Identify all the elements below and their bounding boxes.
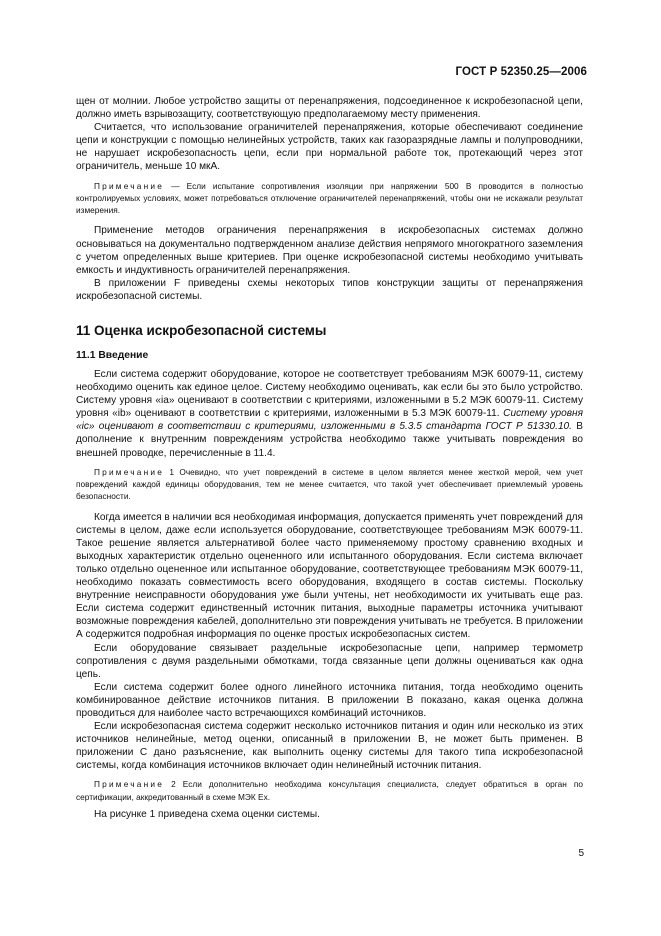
paragraph-figure-ref: На рисунке 1 приведена схема оценки системы. — [94, 809, 320, 821]
note-label: Примечание — [94, 466, 165, 477]
note-insulation-test — [76, 180, 583, 217]
document-header: ГОСТ Р 52350.25—2006 — [455, 66, 587, 78]
paragraph-nonlinear-sources: Если искробезопасная система содержит несколько источников питания и один или несколько из этих источников нелинейные, метод оценки, описанный в приложении В, не может быть применен. В приложении С дано разъяснение, как выполнить оценку системы для такого типа искробезопасной системы, когда комбинация источников включает один нелинейный источник питания. — [76, 721, 583, 772]
page-body — [76, 95, 583, 821]
paragraph-italic-part: Систему уровня «ic» оценивают в соответствии с критериями, изложенными в 5.3.5 стандарта ГОСТ Р 51330.10. — [76, 408, 583, 433]
paragraph-surge-methods: Применение методов ограничения перенапряжения в искробезопасных системах должно основываться на документально подтвержденном анализе действия непрямого многократного заземления с учетом определенных выше критериев. При оценке искробезопасной системы необходимо учитывать емкость и индуктивность ограничителей перенапряжения. — [76, 225, 583, 276]
paragraph-continuation: щен от молнии. Любое устройство защиты от перенапряжения, подсоединенное к искробезопасной цепи, должно иметь взрывозащиту, соответствующую предполагаемому месту применения. — [76, 96, 583, 121]
note-1 — [76, 466, 583, 503]
paragraph-part: В дополнение к внутренним повреждениям устройства необходимо также учитывать повреждения во внешней проводке, перечисленные в 11.4. — [76, 421, 583, 459]
section-heading: 11 Оценка искробезопасной системы — [76, 323, 327, 339]
paragraph-surge-limiters: Считается, что использование ограничителей перенапряжения, которые обеспечивают соединение цепи и конструкции с помощью нелинейных устройств, таких как газоразрядные лампы и полупроводники, не нарушает искробезопасность цепи, если при нормальной работе ток, протекающий через этот ограничитель, меньше 10 мкА. — [76, 122, 583, 173]
subsection-heading: 11.1 Введение — [76, 350, 149, 362]
paragraph-multiple-sources: Если система содержит более одного линейного источника питания, тогда необходимо оценить комбинированное действие источников питания. В приложении В показано, какая оценка должна проводиться для наиболее часто встречающихся комбинаций источников. — [76, 681, 583, 719]
paragraph-separate-circuits: Если оборудование связывает раздельные искробезопасные цепи, например термометр сопротивления с двумя раздельными обмотками, тогда связанные цепи должны оцениваться как одна цепь. — [76, 642, 583, 680]
note-text: 2 Если дополнительно необходима консультация специалиста, следует обратиться в орган по сертификации, аккредитованный в схеме МЭК Ex. — [76, 779, 583, 802]
note-label: Примечание — [94, 180, 165, 191]
note-2 — [76, 778, 583, 803]
page-number: 5 — [578, 848, 584, 859]
paragraph-annex-f: В приложении F приведены схемы некоторых типов конструкции защиты от перенапряжения искробезопасной системы. — [76, 277, 583, 302]
note-label: Примечание — [94, 779, 165, 790]
paragraph-fault-counting: Когда имеется в наличии вся необходимая информация, допускается применять учет повреждений для системы в целом, даже если используется оборудование, соответствующее требованиям МЭК 60079-11. Такое решение является альтернативой более часто применяемому простому сравнению входных и выходных характеристик отдельно оцененного или испытанного оборудования. Если система включает только отдельно оцененное или испытанное оборудование, соответствующее требованиям МЭК 60079-11, необходимо показать совместимость всего оборудования, входящего в состав системы. Поскольку внутренние неисправности оборудования уже были учтены, нет необходимости их учитывать еще раз. Если система содержит единственный источник питания, выходные параметры источника учитывают возможные повреждения кабелей, дополнительно эти повреждения учитывать не требуется. В приложении А содержится подробная информация по оценке простых искробезопасных систем. — [76, 511, 583, 641]
note-text: 1 Очевидно, что учет повреждений в системе в целом является менее жесткой мерой, чем учет повреждений каждой единицы оборудования, тем не менее считается, что такой учет обеспечивает приемлемый уровень безопасности. — [76, 466, 583, 502]
note-text: — Если испытание сопротивления изоляции при напряжении 500 В проводится в полностью контролируемых условиях, может потребоваться отключение ограничителей перенапряжений, чтобы они не искажали результат измерения. — [76, 180, 583, 216]
paragraph-part: Если система содержит оборудование, которое не соответствует требованиям МЭК 60079-11, систему необходимо оценить как единое целое. Систему необходимо оценивать, как если бы это было устройство. Систему уровня «ia» оценивают в соответствии с критериями, изложенными в 5.2 МЭК 60079-11. Систему уровня «ib» оценивают в соответствии с критериями, изложенными в 5.3 МЭК 60079-11. — [76, 369, 583, 420]
paragraph-system-assessment — [76, 368, 583, 460]
